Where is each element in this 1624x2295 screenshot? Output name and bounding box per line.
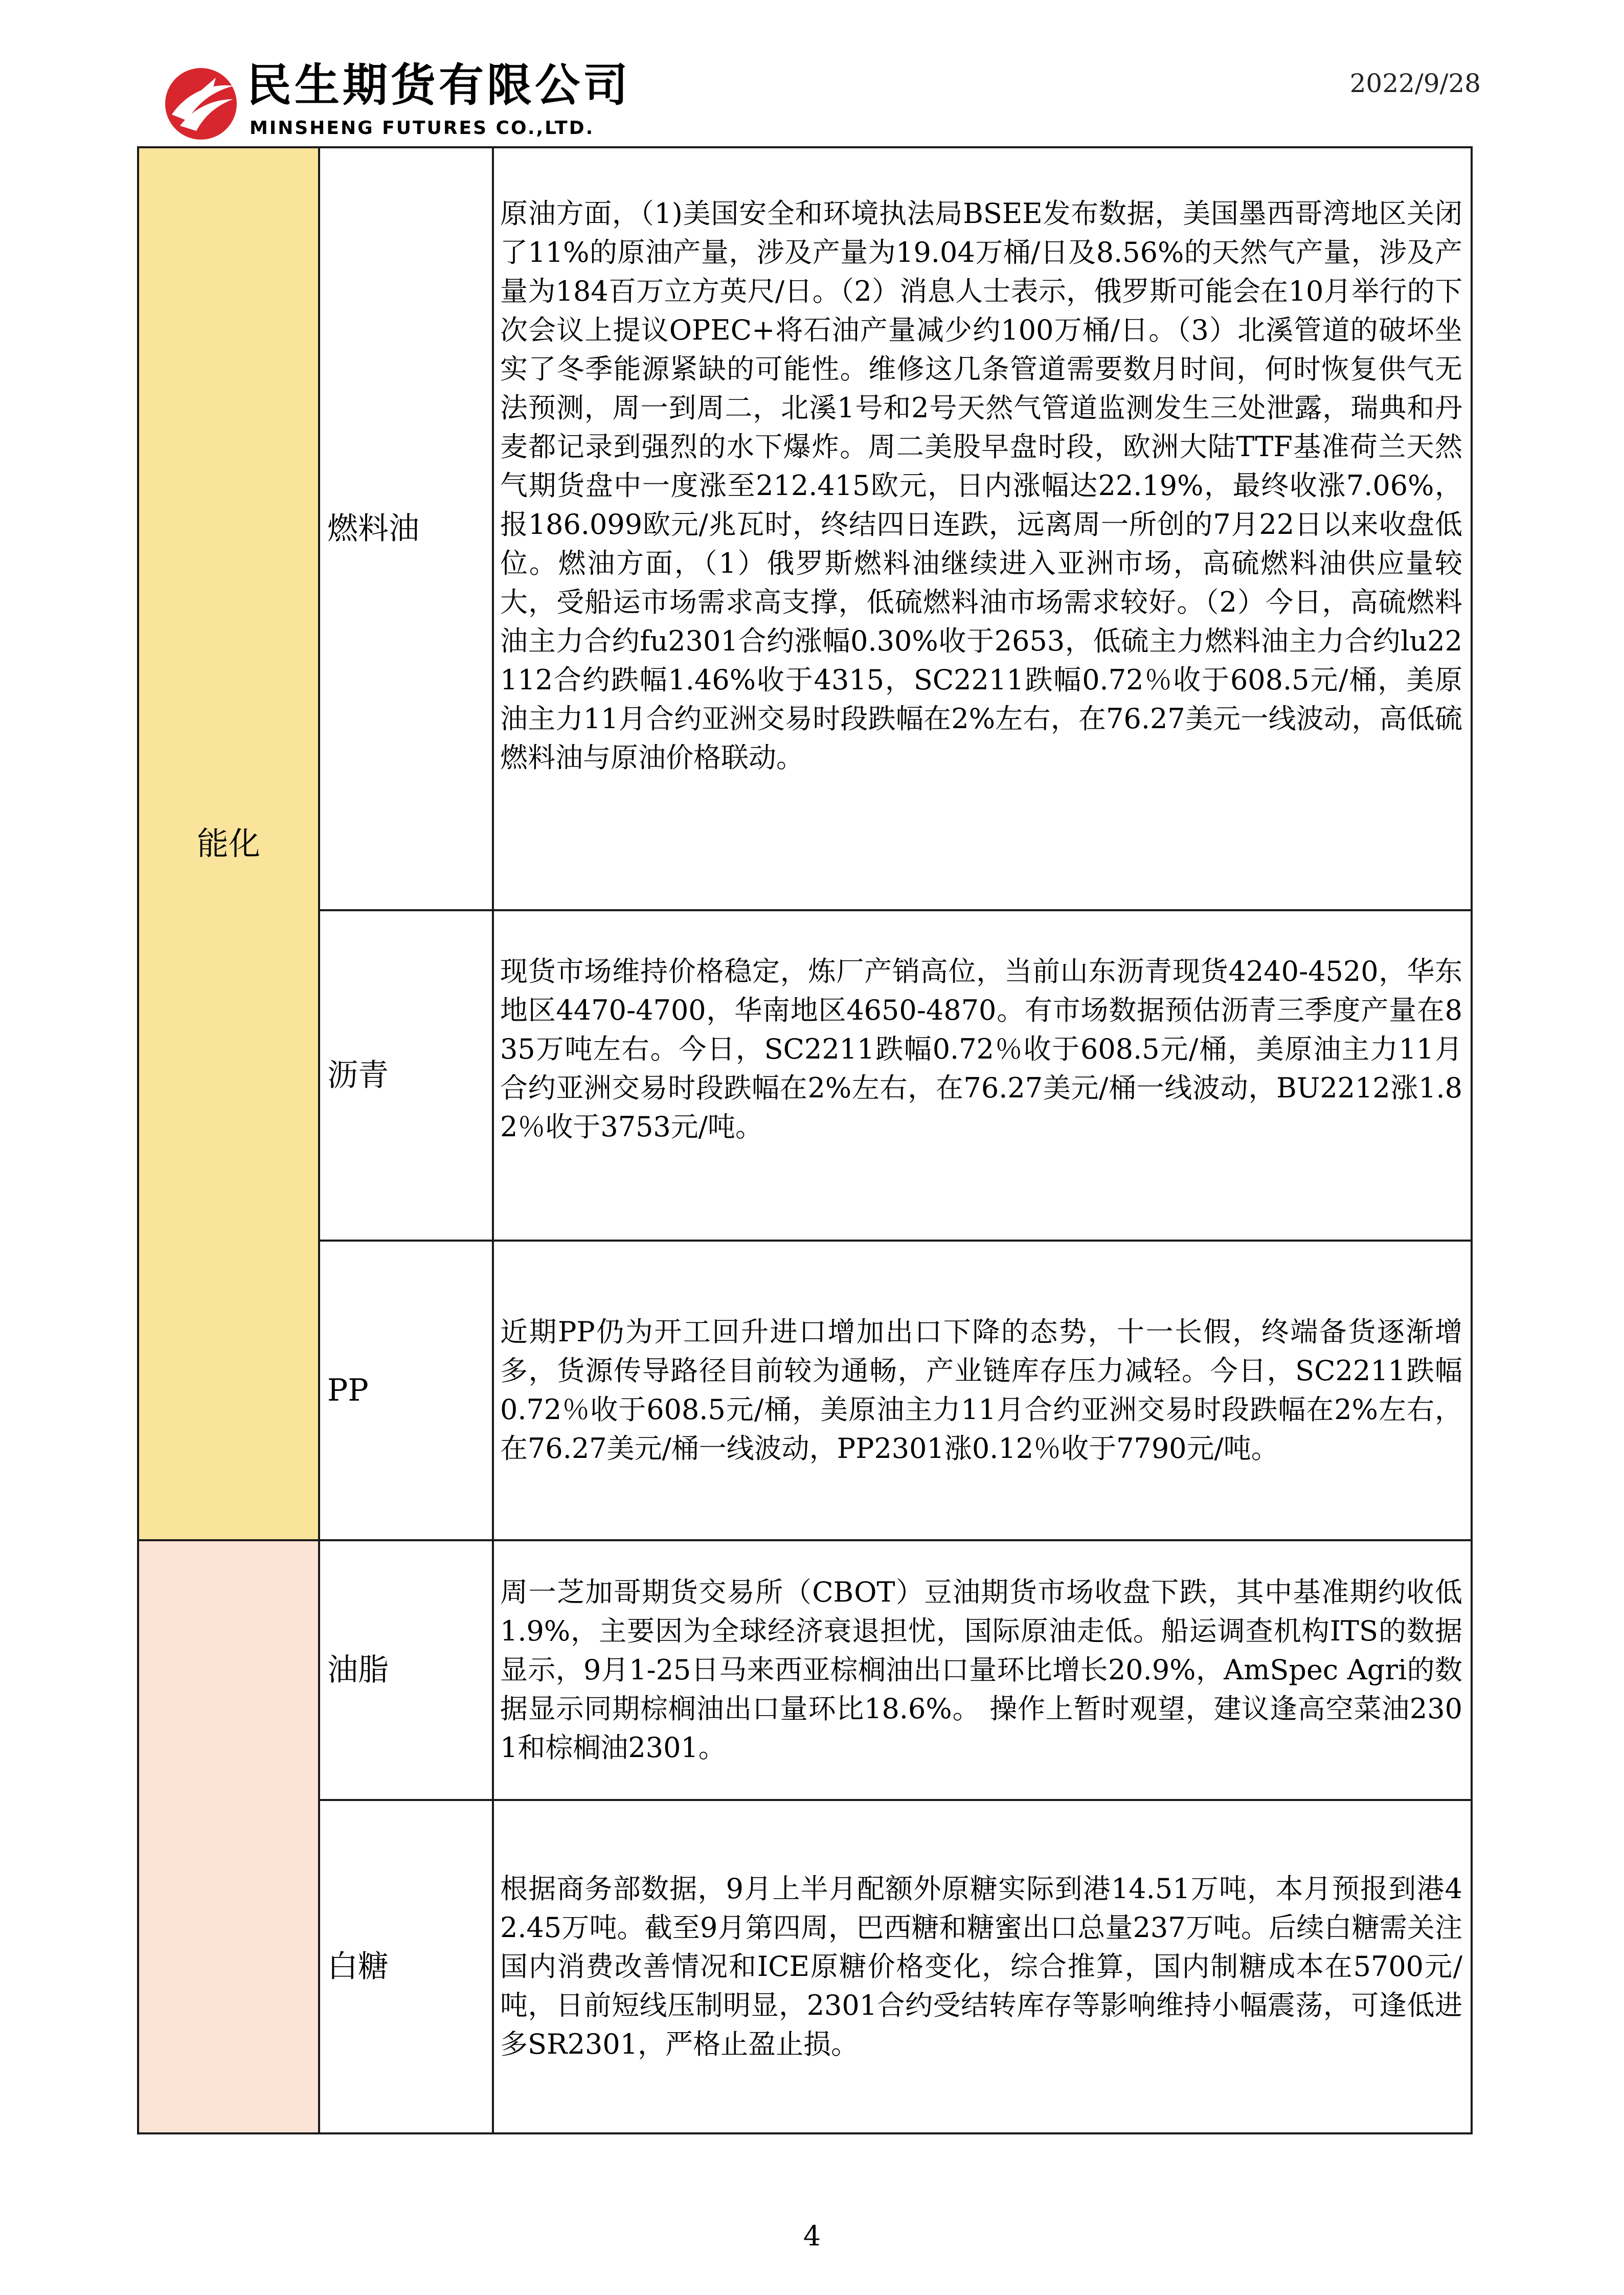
product-cell: PP xyxy=(319,1241,493,1540)
report-date: 2022/9/28 xyxy=(1349,69,1481,98)
category-cell-energy: 能化 xyxy=(138,147,319,1540)
page-number: 4 xyxy=(803,2220,821,2252)
company-name-en: MINSHENG FUTURES CO.,LTD. xyxy=(250,118,595,139)
page-header xyxy=(0,0,1624,153)
category-cell-agri xyxy=(138,1540,319,2133)
company-name-cn: 民生期货有限公司 xyxy=(246,59,631,111)
product-cell: 油脂 xyxy=(319,1540,493,1800)
analysis-text: 原油方面，（1)美国安全和环境执法局BSEE发布数据，美国墨西哥湾地区关闭了11%的原油产量，涉及产量为19.04万桶/日及8.56%的天然气产量，涉及产量为184百万立方英尺/日。（2）消息人士表示，俄罗斯可能会在10月举行的下次会议上提议OPEC+将石油产量减少约100万桶/日。（3）北溪管道的破坏坐实了冬季能源紧缺的可能性。维修这几条管道需要数月时间，何时恢复供气无法预测，周一到周二，北溪1号和2号天然气管道监测发生三处泄露，瑞典和丹麦都记录到强烈的水下爆炸。周二美股早盘时段，欧洲大陆TTF基准荷兰天然气期货盘中一度涨至212.415欧元，日内涨幅达22.19%，最终收涨7.06%，报186.099欧元/兆瓦时，终结四日连跌，远离周一所创的7月22日以来收盘低位。燃油方面，（1）俄罗斯燃料油继续进入亚洲市场，高硫燃料油供应量较大，受船运市场需求高支撑，低硫燃料油市场需求较好。（2）今日，高硫燃料油主力合约fu2301合约涨幅0.30%收于2653，低硫主力燃料油主力合约lu22112合约跌幅1.46%收于4315，SC2211跌幅0.72％收于608.5元/桶，美原油主力11月合约亚洲交易时段跌幅在2%左右，在76.27美元一线波动，高低硫燃料油与原油价格联动。 xyxy=(493,147,1472,910)
table-row xyxy=(138,1800,1472,2133)
product-cell: 燃料油 xyxy=(319,147,493,910)
minsheng-logo-icon xyxy=(163,65,239,142)
analysis-text: 现货市场维持价格稳定，炼厂产销高位，当前山东沥青现货4240-4520，华东地区4470-4700，华南地区4650-4870。有市场数据预估沥青三季度产量在835万吨左右。今日，SC2211跌幅0.72％收于608.5元/桶，美原油主力11月合约亚洲交易时段跌幅在2%左右，在76.27美元/桶一线波动，BU2212涨1.82％收于3753元/吨。 xyxy=(493,910,1472,1241)
table-row xyxy=(138,147,1472,910)
analysis-text: 周一芝加哥期货交易所（CBOT）豆油期货市场收盘下跌，其中基准期约收低1.9%，主要因为全球经济衰退担忧，国际原油走低。船运调查机构ITS的数据显示，9月1-25日马来西亚棕榈油出口量环比增长20.9%，AmSpec Agri的数据显示同期棕榈油出口量环比18.6%。 操作上暂时观望，建议逢高空菜油2301和棕榈油2301。 xyxy=(493,1540,1472,1800)
analysis-text: 近期PP仍为开工回升进口增加出口下降的态势，十一长假，终端备货逐渐增多，货源传导路径目前较为通畅，产业链库存压力减轻。今日，SC2211跌幅0.72％收于608.5元/桶，美原油主力11月合约亚洲交易时段跌幅在2%左右，在76.27美元/桶一线波动，PP2301涨0.12％收于7790元/吨。 xyxy=(493,1241,1472,1540)
table-row xyxy=(138,1241,1472,1540)
product-cell: 白糖 xyxy=(319,1800,493,2133)
product-cell: 沥青 xyxy=(319,910,493,1241)
table-row xyxy=(138,910,1472,1241)
table-row xyxy=(138,1540,1472,1800)
commodity-table xyxy=(137,146,1473,2134)
analysis-text: 根据商务部数据，9月上半月配额外原糖实际到港14.51万吨，本月预报到港42.45万吨。截至9月第四周，巴西糖和糖蜜出口总量237万吨。后续白糖需关注国内消费改善情况和ICE原糖价格变化，综合推算，国内制糖成本在5700元/吨，日前短线压制明显，2301合约受结转库存等影响维持小幅震荡，可逢低进多SR2301，严格止盈止损。 xyxy=(493,1800,1472,2133)
